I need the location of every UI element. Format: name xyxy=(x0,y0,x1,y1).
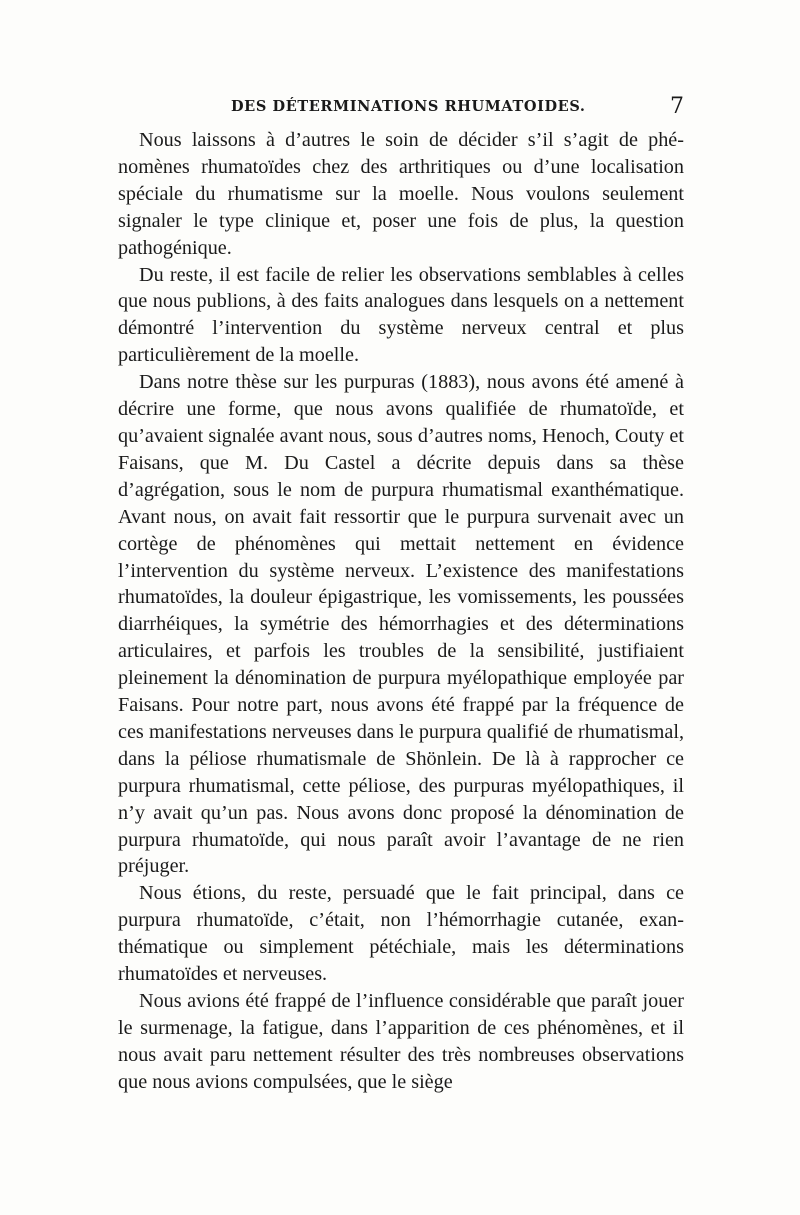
paragraph: Nous étions, du reste, persuadé que le fait principal, dans ce purpura rhumatoïde, c’était, non l’hémorrhagie cutanée, exanthématique ou simplement pétéchiale, mais les déterminations rhumatoïdes et nerveuses. xyxy=(118,882,684,986)
running-head xyxy=(118,94,684,122)
paragraph: Nous laissons à d’autres le soin de décider s’il s’agit de phénomènes rhumatoïdes chez des arthritiques ou d’une localisation spéciale du rhumatisme sur la moelle. Nous voulons seulement signaler le type clinique et, poser une fois de plus, la question pathogénique. xyxy=(118,129,684,259)
body-text xyxy=(118,127,684,1096)
paragraph: Nous avions été frappé de l’influence considérable que paraît jouer le surmenage, la fatigue, dans l’apparition de ces phénomènes, et il nous avait paru nettement résulter des très nombreuses observations que nous avions compulsées, que le siège xyxy=(118,990,684,1093)
running-title: DES DÉTERMINATIONS RHUMATOIDES. xyxy=(231,98,586,115)
paragraph: Dans notre thèse sur les purpuras (1883), nous avons été amené à décrire une forme, que nous avons qualifiée de rhumatoïde, et qu’avaient signalée avant nous, sous d’autres noms, Henoch, Couty et Faisans, que M. Du Castel a décrite depuis dans sa thèse d’agrégation, sous le nom de purpura rhumatismal exanthématique. Avant nous, on avait fait ressortir que le purpura survenait avec un cortège de phénomènes qui mettait nettement en évidence l’intervention du système nerveux. L’existence des manifestations rhumatoïdes, la douleur épigastrique, les vomissements, les poussées diarrhéiques, la symétrie des hémorrhagies et des déterminations articulaires, et parfois les troubles de la sensibilité, justifiaient pleinement la dénomination de purpura myélopathique employée par Faisans. Pour notre part, nous avons été frappé par la fréquence de ces manifestations nerveuses dans le purpura qualifié de rhumatismal, dans la péliose rhumatismale de Shönlein. De là à rapprocher ce purpura rhumatismal, cette péliose, des purpuras myélopathiques, il n’y avait qu’un pas. Nous avons donc proposé la dénomination de purpura rhumatoïde, qui nous paraît avoir l’avantage de ne rien préjuger. xyxy=(118,371,684,878)
paragraph: Du reste, il est facile de relier les observations semblables à celles que nous publions, à des faits analogues dans lesquels on a nettement démontré l’intervention du système nerveux central et plus particulièrement de la moelle. xyxy=(118,263,684,367)
page-number: 7 xyxy=(670,94,684,119)
